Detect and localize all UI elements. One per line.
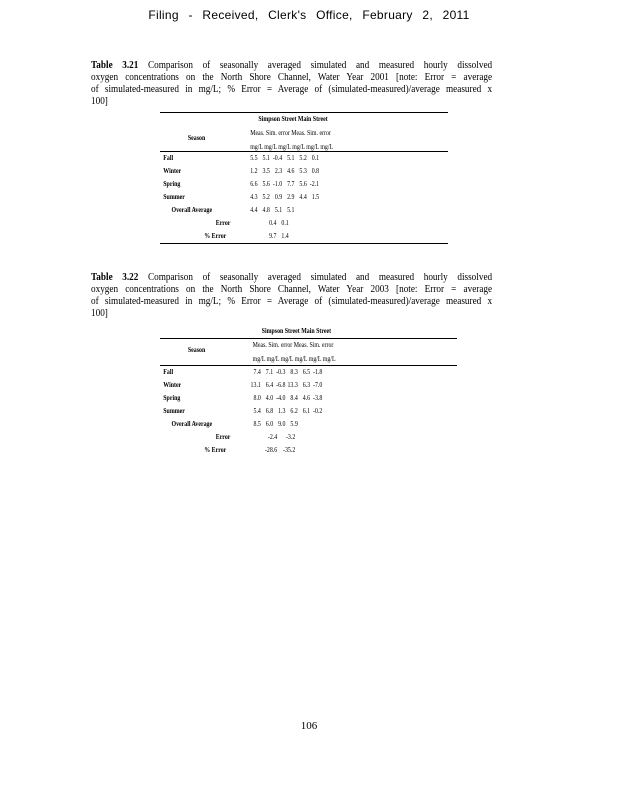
pct-error-label: % Error bbox=[204, 446, 227, 454]
error-row: -2.4 -3.2 bbox=[267, 433, 296, 441]
table-row: 1.2 3.5 2.3 4.6 5.3 0.8 bbox=[250, 167, 320, 175]
error-label: Error bbox=[215, 433, 231, 441]
page-number: 106 bbox=[300, 720, 318, 732]
pct-error-row: 9.7 1.4 bbox=[269, 232, 289, 240]
column-header: Meas. Sim. error Meas. Sim. error bbox=[250, 129, 331, 137]
table-3-22-caption bbox=[91, 272, 492, 320]
error-row: 0.4 0.1 bbox=[269, 219, 289, 227]
table-3-21-caption bbox=[91, 60, 492, 108]
units-header: mg/L mg/L mg/L mg/L mg/L mg/L bbox=[250, 143, 334, 151]
table-row: 8.0 4.0 -4.0 8.4 4.6 -3.8 bbox=[253, 394, 323, 402]
filing-header: Filing - Received, Clerk's Office, February 2, 2011 bbox=[148, 8, 470, 22]
table-row: 5.4 6.8 1.3 6.2 6.1 -0.2 bbox=[253, 407, 323, 415]
error-label: Error bbox=[215, 219, 231, 227]
table-row: 5.5 5.1 -0.4 5.1 5.2 0.1 bbox=[250, 154, 320, 162]
table-row: 6.6 5.6 -1.0 7.7 5.6 -2.1 bbox=[250, 180, 320, 188]
caption-line: Comparison of seasonally averaged simulated and measured hourly dissolved bbox=[147, 60, 493, 71]
season-label: Overall Average bbox=[171, 206, 213, 214]
station-header: Simpson Street Main Street bbox=[258, 115, 328, 123]
season-label: Summer bbox=[163, 407, 185, 415]
table-row: 13.1 6.4 -6.8 13.3 6.3 -7.0 bbox=[250, 381, 323, 389]
season-label: Overall Average bbox=[171, 420, 213, 428]
column-header: Meas. Sim. error Meas. Sim. error bbox=[252, 341, 334, 349]
table-label: Table 3.21 bbox=[91, 60, 139, 71]
table-row: 4.3 5.2 0.9 2.9 4.4 1.5 bbox=[250, 193, 320, 201]
table-bottom-rule bbox=[160, 243, 448, 244]
caption-line: oxygen concentrations on the North Shore Channel, Water Year 2003 [note: Error = average bbox=[91, 284, 493, 295]
caption-line: 100] bbox=[91, 96, 108, 107]
caption-line: 100] bbox=[91, 308, 108, 319]
season-header: Season bbox=[187, 346, 206, 354]
units-header: mg/L mg/L mg/L mg/L mg/L mg/L bbox=[252, 355, 336, 363]
pct-error-row: -28.6 -35.2 bbox=[264, 446, 296, 454]
table-row: 4.4 4.8 5.1 5.1 bbox=[250, 206, 295, 214]
season-label: Winter bbox=[163, 381, 182, 389]
season-label: Summer bbox=[163, 193, 185, 201]
season-header: Season bbox=[187, 134, 206, 142]
season-label: Winter bbox=[163, 167, 182, 175]
table-row: 7.4 7.1 -0.3 8.3 6.5 -1.8 bbox=[253, 368, 323, 376]
table-label: Table 3.22 bbox=[91, 272, 139, 283]
caption-line: oxygen concentrations on the North Shore Channel, Water Year 2001 [note: Error = average bbox=[91, 72, 493, 83]
caption-line: of simulated-measured in mg/L; % Error = Average of (simulated-measured)/average measured x bbox=[91, 84, 493, 95]
table-row: 8.5 6.0 9.0 5.9 bbox=[253, 420, 298, 428]
pct-error-label: % Error bbox=[204, 232, 227, 240]
season-label: Fall bbox=[163, 368, 174, 376]
season-label: Spring bbox=[163, 394, 181, 402]
caption-line: Comparison of seasonally averaged simulated and measured hourly dissolved bbox=[147, 272, 493, 283]
station-header: Simpson Street Main Street bbox=[261, 327, 332, 335]
caption-line: of simulated-measured in mg/L; % Error = Average of (simulated-measured)/average measured x bbox=[91, 296, 493, 307]
season-label: Fall bbox=[163, 154, 174, 162]
season-label: Spring bbox=[163, 180, 181, 188]
